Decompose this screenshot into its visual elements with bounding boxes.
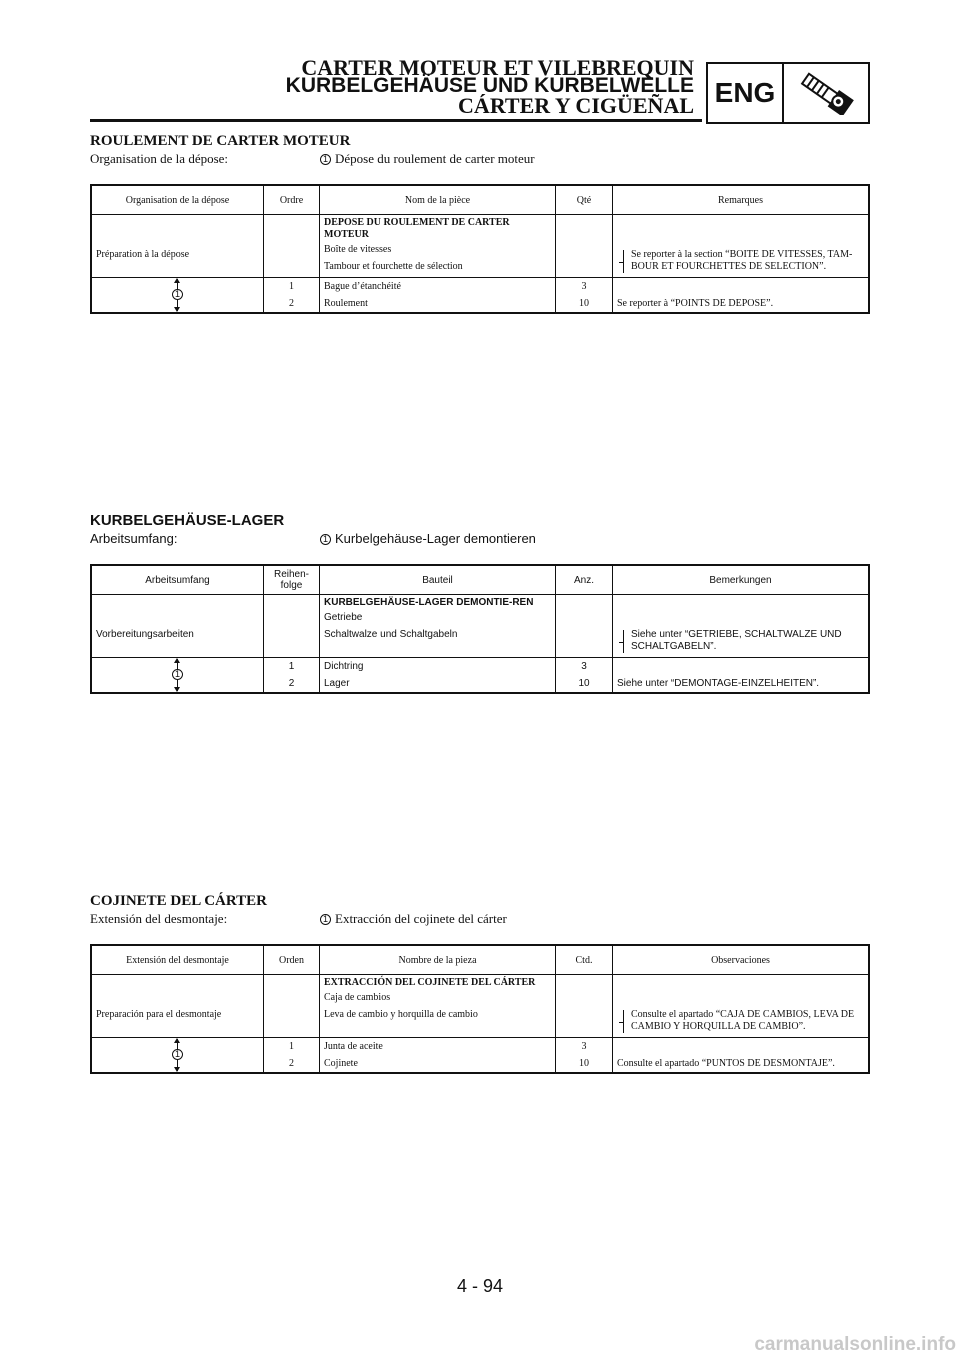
- prep-label: Vorbereitungsarbeiten: [96, 629, 194, 640]
- section-es: [90, 892, 870, 1069]
- row-remark: [613, 278, 870, 296]
- scope-line: [90, 530, 870, 548]
- prep-row: [91, 595, 869, 658]
- header-title-de: KURBELGEHÄUSE UND KURBELWELLE: [285, 74, 694, 97]
- parts-table: [90, 564, 870, 694]
- scope-marker: 1: [320, 534, 331, 545]
- section-title: COJINETE DEL CÁRTER: [90, 893, 268, 909]
- row-order: 2: [264, 295, 320, 313]
- col-order: Ordre: [264, 185, 320, 215]
- scope-line: [90, 150, 870, 168]
- col-remarks: Remarques: [613, 185, 870, 215]
- prep-item: Schaltwalze und Schaltgabeln: [324, 629, 458, 640]
- scope-label: Arbeitsumfang:: [90, 531, 178, 546]
- row-remark: Siehe unter “DEMONTAGE-EINZELHEITEN”.: [613, 675, 870, 693]
- row-order: 1: [264, 658, 320, 676]
- prep-row: [91, 215, 869, 278]
- table-header: [91, 185, 869, 215]
- scope-label: Extensión del desmontaje:: [90, 911, 228, 926]
- section-title: KURBELGEHÄUSE-LAGER: [90, 512, 285, 529]
- section-fr: [90, 132, 870, 309]
- col-qty: Ctd.: [556, 945, 613, 975]
- prep-remark: Se reporter à la section “BOITE DE VITESSES, TAM-BOUR ET FOURCHETTES DE SELECTION”.: [617, 249, 864, 273]
- col-remarks: Observaciones: [613, 945, 870, 975]
- section-de: [90, 512, 870, 689]
- col-part: Nombre de la pieza: [320, 945, 556, 975]
- range-marker: 1: [172, 669, 183, 680]
- row-remark: [613, 1038, 870, 1056]
- scope-value: Dépose du roulement de carter moteur: [335, 151, 535, 166]
- prep-item: Boîte de vitesses: [324, 244, 392, 255]
- row-qty: 3: [556, 278, 613, 296]
- scope-value: Kurbelgehäuse-Lager demontieren: [335, 531, 536, 546]
- col-scope: Extensión del desmontaje: [91, 945, 264, 975]
- scope-marker: 1: [320, 914, 331, 925]
- prep-item: Tambour et fourchette de sélection: [324, 261, 463, 272]
- range-arrow: [96, 278, 259, 312]
- eng-badge-label: ENG: [708, 64, 784, 122]
- row-qty: 10: [556, 1055, 613, 1073]
- prep-item: Caja de cambios: [324, 992, 391, 1003]
- row-qty: 3: [556, 658, 613, 676]
- scope-line: [90, 910, 870, 928]
- col-order: Reihen-folge: [264, 565, 320, 595]
- prep-label: Preparación para el desmontaje: [96, 1009, 222, 1020]
- row-part: Dichtring: [320, 658, 556, 676]
- prep-remark: Siehe unter “GETRIEBE, SCHALTWALZE UND SCHALTGABELN”.: [617, 629, 864, 653]
- prep-item: Leva de cambio y horquilla de cambio: [324, 1009, 478, 1020]
- header-title-fr: CARTER MOTEUR ET VILEBREQUIN: [301, 55, 694, 80]
- engine-wrench-icon: [784, 64, 868, 122]
- table-row: [91, 1038, 869, 1056]
- table-row: [91, 278, 869, 296]
- page-number: 4 - 94: [456, 1276, 504, 1296]
- row-qty: 10: [556, 295, 613, 313]
- parts-table: [90, 184, 870, 314]
- range-marker: 1: [172, 1049, 183, 1060]
- table-header: [91, 945, 869, 975]
- section-title: ROULEMENT DE CARTER MOTEUR: [90, 133, 351, 149]
- group-title: KURBELGEHÄUSE-LAGER DEMONTIE-REN: [324, 597, 534, 608]
- row-qty: 10: [556, 675, 613, 693]
- row-remark: [613, 658, 870, 676]
- page-header: [90, 52, 870, 122]
- scope-marker: 1: [320, 154, 331, 165]
- range-marker: 1: [172, 289, 183, 300]
- col-scope: Organisation de la dépose: [91, 185, 264, 215]
- col-remarks: Bemerkungen: [613, 565, 870, 595]
- row-part: Cojinete: [320, 1055, 556, 1073]
- prep-label: Préparation à la dépose: [96, 249, 190, 260]
- row-remark: Se reporter à “POINTS DE DEPOSE”.: [613, 295, 870, 313]
- row-order: 1: [264, 1038, 320, 1056]
- row-order: 1: [264, 278, 320, 296]
- prep-remark: Consulte el apartado “CAJA DE CAMBIOS, LEVA DE CAMBIO Y HORQUILLA DE CAMBIO”.: [617, 1009, 864, 1033]
- col-part: Nom de la pièce: [320, 185, 556, 215]
- row-part: Roulement: [320, 295, 556, 313]
- table-header: [91, 565, 869, 595]
- range-arrow: [96, 1038, 259, 1072]
- group-title: DEPOSE DU ROULEMENT DE CARTER MOTEUR: [324, 217, 510, 240]
- col-scope: Arbeitsumfang: [91, 565, 264, 595]
- scope-label: Organisation de la dépose:: [90, 151, 229, 166]
- col-qty: Qté: [556, 185, 613, 215]
- prep-item: Getriebe: [324, 612, 363, 623]
- eng-badge: [706, 62, 870, 124]
- scope-value: Extracción del cojinete del cárter: [335, 911, 507, 926]
- parts-table: [90, 944, 870, 1074]
- row-part: Bague d’étanchéité: [320, 278, 556, 296]
- watermark: carmanualsonline.info: [754, 1334, 956, 1355]
- header-title-es: CÁRTER Y CIGÜEÑAL: [458, 93, 694, 118]
- col-part: Bauteil: [320, 565, 556, 595]
- range-arrow: [96, 658, 259, 692]
- row-order: 2: [264, 675, 320, 693]
- row-part: Lager: [320, 675, 556, 693]
- table-row: [91, 658, 869, 676]
- header-rule: [90, 119, 702, 122]
- col-qty: Anz.: [556, 565, 613, 595]
- row-qty: 3: [556, 1038, 613, 1056]
- row-order: 2: [264, 1055, 320, 1073]
- row-remark: Consulte el apartado “PUNTOS DE DESMONTAJE”.: [613, 1055, 870, 1073]
- prep-row: [91, 975, 869, 1038]
- row-part: Junta de aceite: [320, 1038, 556, 1056]
- col-order: Orden: [264, 945, 320, 975]
- group-title: EXTRACCIÓN DEL COJINETE DEL CÁRTER: [324, 977, 536, 988]
